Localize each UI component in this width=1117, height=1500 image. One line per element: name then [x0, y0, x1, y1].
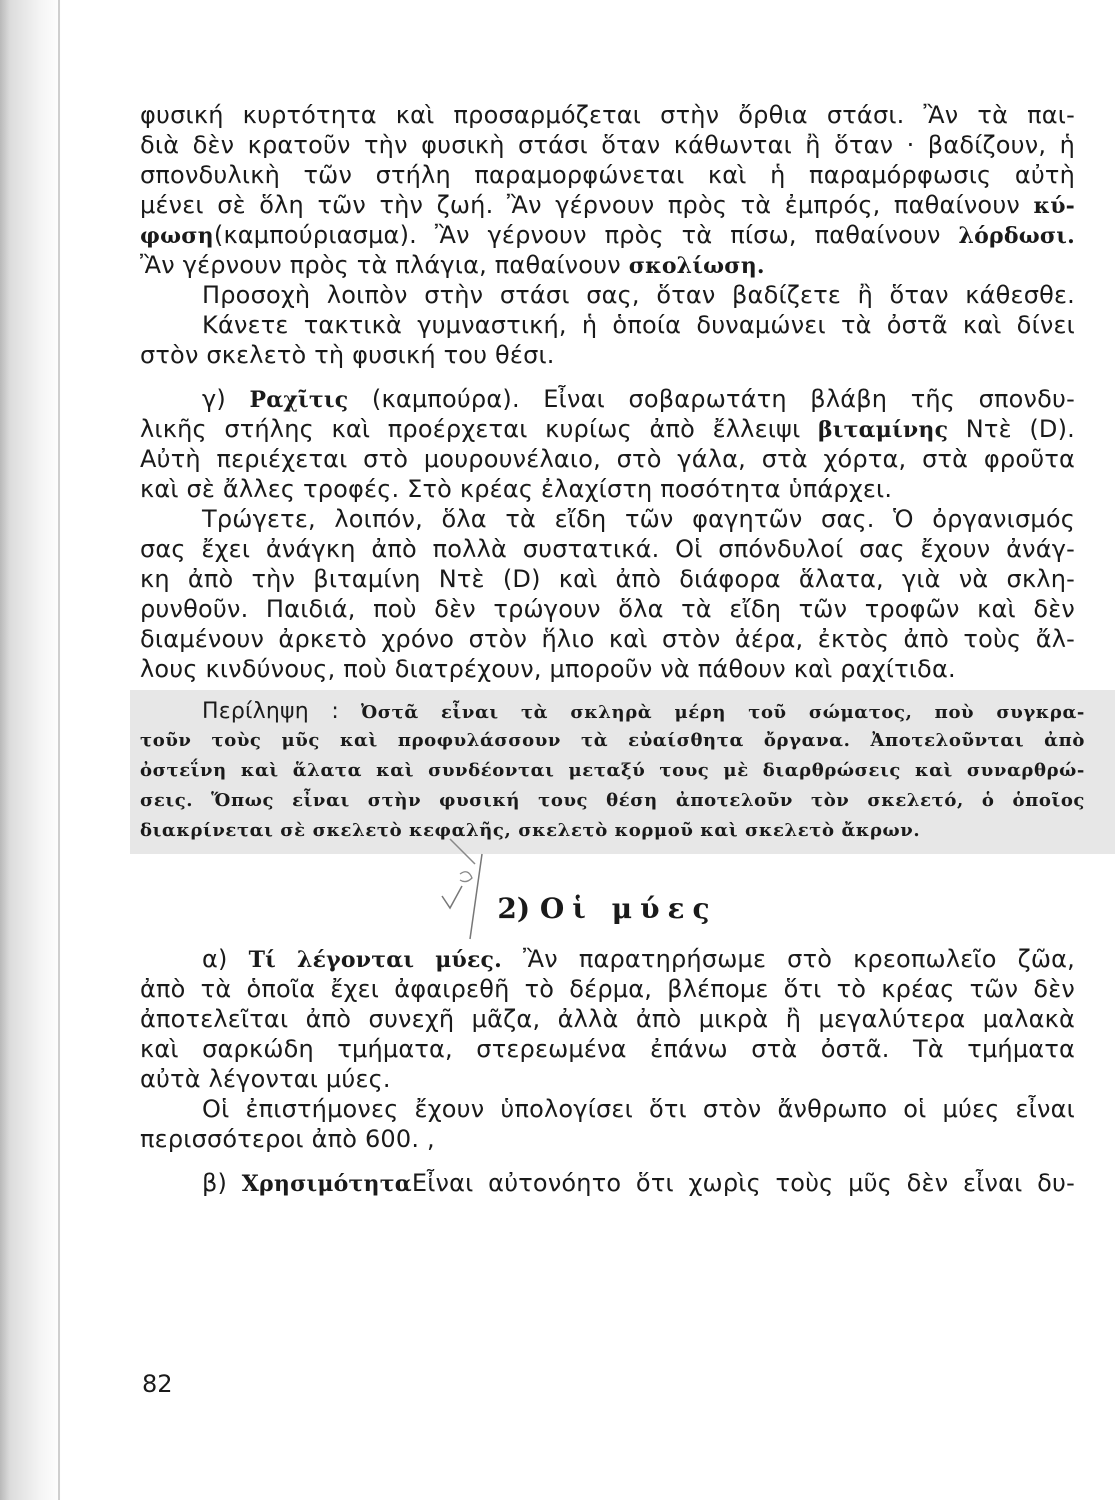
paragraph-exercise [140, 310, 1075, 370]
text-line: διὰ δὲν κρατοῦν τὴν φυσικὴ στάσι ὅταν κάθωνται ἢ ὅταν · βαδίζουν, ἡ [140, 131, 1075, 159]
text-line: διαμένουν ἀρκετὸ χρόνο στὸν ἥλιο καὶ στὸν ἀέρα, ἐκτὸς ἀπὸ τοὺς ἄλ- [140, 625, 1075, 653]
text-line [140, 250, 1075, 280]
paragraph-nutrition [140, 504, 1075, 684]
text-line: λους κινδύνους, ποὺ διατρέχουν, μποροῦν νὰ πάθουν καὶ ραχίτιδα. [140, 655, 956, 683]
paragraph-muscle-count [140, 1094, 1075, 1154]
summary-label: Περίληψη : [202, 699, 340, 724]
text-line: Οἱ ἐπιστήμονες ἔχουν ὑπολογίσει ὅτι στὸν ἄνθρωπο οἱ μύες εἶναι [202, 1095, 1075, 1123]
text-line: σπονδυλικὴ τῶν στήλη παραμορφώνεται καὶ ἡ παραμόρφωσις αὐτὴ [140, 161, 1075, 189]
bold-term: φωση [140, 223, 214, 249]
paragraph-rickets [140, 384, 1075, 504]
text-line: καὶ σαρκώδη τμήματα, στερεωμένα ἐπάνω στὰ ὀστᾶ. Τὰ τμήματα [140, 1035, 1075, 1063]
text-span: (καμπούριασμα). Ἂν γέρνουν πρὸς τὰ πίσω, παθαίνουν [213, 221, 941, 249]
book-gutter [0, 0, 62, 1500]
list-marker: α) [202, 945, 228, 973]
text-line: στὸν σκελετὸ τὴ φυσική του θέσι. [140, 341, 555, 369]
text-span: Ντὲ (D). [965, 415, 1075, 443]
paragraph-posture [140, 100, 1075, 280]
text-line [140, 384, 1075, 414]
bold-term: Ραχῖτις [249, 387, 349, 413]
bold-term: σκολίωση. [628, 253, 765, 279]
summary-text: ὀστεΐνη καὶ ἅλατα καὶ συνδέονται μεταξύ τους μὲ διαρθρώσεις καὶ συναρθρώ- [140, 760, 1085, 781]
list-marker: γ) [202, 385, 226, 413]
bold-term: Χρησιμότητα [241, 1171, 412, 1197]
summary-box [130, 690, 1115, 854]
bold-term: λόρδωσι. [958, 223, 1075, 249]
text-line: Τρώγετε, λοιπόν, ὅλα τὰ εἴδη τῶν φαγητῶν σας. Ὁ ὀργανισμός [202, 505, 1075, 533]
page-body [140, 100, 1085, 1198]
summary-text: τοῦν τοὺς μῦς καὶ προφυλάσσουν τὰ εὐαίσθητα ὄργανα. Ἀποτελοῦνται ἀπὸ [140, 730, 1085, 751]
text-line [140, 696, 1085, 726]
text-line: κη ἀπὸ τὴν βιταμίνη Ντὲ (D) καὶ ἀπὸ διάφορα ἅλατα, γιὰ νὰ σκλη- [140, 565, 1075, 593]
summary-text: Ὀστᾶ εἶναι τὰ σκληρὰ μέρη τοῦ σώματος, ποὺ συγκρα- [360, 702, 1085, 723]
paragraph-attention: Προσοχὴ λοιπὸν στὴν στάσι σας, ὅταν βαδίζετε ἢ ὅταν κάθεσθε. [202, 281, 1075, 309]
text-span: Ἂν παρατηρήσωμε στὸ κρεοπωλεῖο ζῶα, [522, 945, 1075, 973]
text-span: (καμπούρα). Εἶναι σοβαρωτάτη βλάβη τῆς σπονδυ- [371, 385, 1075, 413]
list-marker: β) [202, 1169, 228, 1197]
page-number: 82 [142, 1370, 173, 1398]
text-span: Εἶναι αὐτονόητο ὅτι χωρὶς τοὺς μῦς δὲν εἶναι δυ- [411, 1169, 1075, 1197]
section-heading [140, 874, 1075, 944]
text-line: φυσική κυρτότητα καὶ προσαρμόζεται στὴν ὄρθια στάσι. Ἂν τὰ παι- [140, 101, 1075, 129]
bold-term: κύ- [1033, 193, 1075, 219]
summary-text: σεις. Ὅπως εἶναι στὴν φυσική τους θέση ἀποτελοῦν τὸν σκελετό, ὁ ὁποῖος [140, 790, 1085, 811]
section-number: 2) [497, 892, 531, 925]
text-line: ἀπὸ τὰ ὁποῖα ἔχει ἀφαιρεθῆ τὸ δέρμα, βλέπομε ὅτι τὸ κρέας τῶν δὲν [140, 975, 1075, 1003]
paragraph-usefulness [140, 1168, 1075, 1198]
bold-term: βιταμίνης [818, 417, 949, 443]
text-line [140, 220, 1075, 250]
text-line [140, 190, 1075, 220]
text-line [140, 414, 1075, 444]
text-line: καὶ σὲ ἄλλες τροφές. Στὸ κρέας ἐλαχίστη ποσότητα ὑπάρχει. [140, 475, 893, 503]
pencil-mark-icon [420, 834, 500, 944]
text-line: αὐτὰ λέγονται μύες. [140, 1065, 391, 1093]
text-line: Αὐτὴ περιέχεται στὸ μουρουνέλαιο, στὸ γάλα, στὰ χόρτα, στὰ φροῦτα [140, 445, 1075, 473]
text-span: μένει σὲ ὅλη τῶν τὴν ζωή. Ἂν γέρνουν πρὸς τὰ ἐμπρός, παθαίνουν [140, 191, 1021, 219]
text-span: λικῆς στήλης καὶ προέρχεται κυρίως ἀπὸ ἔλλειψι [140, 415, 801, 443]
text-line [140, 944, 1075, 974]
bold-term: Τί λέγονται μύες. [248, 947, 503, 973]
text-line: ἀποτελεῖται ἀπὸ συνεχῆ μᾶζα, ἀλλὰ ἀπὸ μικρὰ ἢ μεγαλύτερα μαλακὰ [140, 1005, 1075, 1033]
text-line: Κάνετε τακτικὰ γυμναστική, ἡ ὁποία δυναμώνει τὰ ὀστᾶ καὶ δίνει [202, 311, 1075, 339]
text-line: περισσότεροι ἀπὸ 600. , [140, 1125, 435, 1153]
text-span: Ἂν γέρνουν πρὸς τὰ πλάγια, παθαίνουν [140, 251, 621, 279]
paragraph-muscles-definition [140, 944, 1075, 1094]
summary-text: διακρίνεται σὲ σκελετὸ κεφαλῆς, σκελετὸ κορμοῦ καὶ σκελετὸ ἄκρων. [140, 820, 921, 841]
text-line: ρυνθοῦν. Παιδιά, ποὺ δὲν τρώγουν ὅλα τὰ εἴδη τῶν τροφῶν καὶ δὲν [140, 595, 1075, 623]
text-line: σας ἔχει ἀνάγκη ἀπὸ πολλὰ συστατικά. Οἱ σπόνδυλοί σας ἔχουν ἀνάγ- [140, 535, 1075, 563]
section-title: Οἱ μύες [539, 892, 718, 925]
